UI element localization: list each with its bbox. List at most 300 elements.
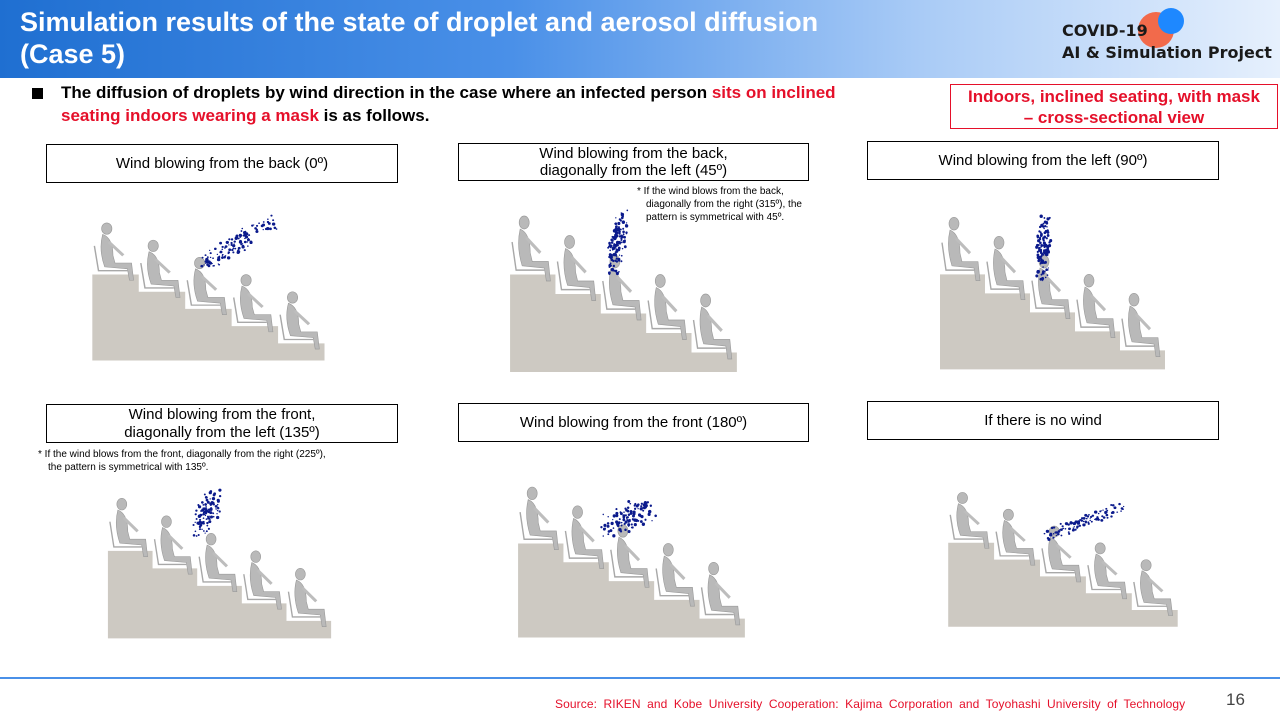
droplet: [240, 230, 242, 232]
droplet: [610, 246, 612, 248]
droplet: [617, 222, 620, 225]
droplet: [616, 255, 617, 257]
droplet: [1041, 254, 1043, 256]
droplet: [268, 222, 271, 225]
droplet-cloud: [600, 500, 657, 538]
droplet: [226, 241, 229, 244]
droplet-cloud: [200, 215, 277, 268]
droplet: [617, 525, 619, 527]
droplet: [623, 233, 625, 235]
droplet: [212, 512, 214, 514]
droplet: [244, 249, 246, 251]
droplet: [269, 228, 272, 231]
panel-label-line-1: If there is no wind: [984, 411, 1102, 429]
note-line: diagonally from the right (315º), the: [646, 199, 802, 210]
droplet: [624, 529, 626, 532]
simulation-svg: [930, 192, 1180, 382]
droplet: [622, 231, 625, 234]
droplet: [1085, 520, 1088, 522]
droplet: [642, 507, 644, 509]
droplet: [232, 248, 234, 250]
droplet: [615, 222, 617, 225]
droplet: [608, 271, 611, 274]
droplet: [624, 523, 626, 525]
seated-person: [512, 216, 550, 281]
droplet: [648, 510, 651, 514]
droplet: [613, 527, 615, 529]
droplet: [1043, 228, 1045, 230]
droplet: [208, 528, 210, 530]
droplet: [1047, 245, 1050, 248]
droplet: [637, 520, 639, 522]
footer-divider: [0, 677, 1280, 679]
panel-label-0deg: [46, 144, 398, 183]
droplet: [219, 510, 221, 512]
panel-label-line-1: Wind blowing from the front,: [128, 405, 316, 423]
droplet: [605, 528, 606, 529]
droplet: [623, 511, 625, 513]
droplet: [603, 514, 604, 516]
droplet: [206, 499, 209, 502]
droplet: [624, 245, 627, 248]
droplet: [633, 518, 636, 521]
droplet: [202, 507, 204, 509]
seated-person: [244, 551, 282, 609]
panel-label-90deg: [867, 141, 1219, 180]
seated-person: [155, 516, 193, 574]
droplet: [1110, 504, 1112, 506]
droplet: [210, 498, 211, 499]
droplet: [1062, 525, 1064, 527]
droplet: [210, 490, 213, 492]
droplet: [618, 226, 620, 228]
droplet: [205, 511, 207, 513]
droplet: [1074, 526, 1075, 527]
droplet: [633, 510, 636, 513]
droplet: [607, 525, 609, 527]
droplet: [1120, 510, 1122, 511]
droplet: [637, 503, 639, 506]
droplet: [207, 516, 209, 518]
droplet: [627, 506, 629, 509]
sim-image-no-wind: [938, 470, 1193, 638]
droplet: [200, 265, 203, 268]
droplet: [239, 234, 242, 237]
droplet: [1083, 517, 1086, 520]
droplet: [1084, 514, 1087, 517]
droplet: [608, 256, 610, 258]
droplet: [620, 219, 622, 221]
droplet: [205, 254, 207, 256]
droplet: [615, 512, 618, 515]
droplet: [1105, 513, 1107, 515]
sim-image-90deg: [930, 192, 1180, 382]
droplet: [203, 264, 204, 265]
droplet: [1036, 235, 1039, 238]
seated-person: [1122, 293, 1160, 356]
droplet: [607, 533, 609, 535]
droplet: [1091, 521, 1093, 523]
droplet: [220, 251, 223, 254]
droplet: [621, 522, 623, 524]
droplet: [209, 250, 210, 251]
droplet: [654, 514, 657, 517]
droplet: [625, 231, 627, 233]
droplet: [195, 509, 197, 511]
droplet: [1038, 257, 1039, 258]
seated-person: [94, 223, 133, 280]
sim-image-180deg: [508, 462, 760, 650]
droplet: [241, 245, 244, 248]
droplet: [202, 504, 204, 506]
title-line-2: (Case 5): [20, 39, 126, 69]
droplet: [249, 241, 252, 244]
droplet: [1065, 528, 1067, 530]
droplet: [626, 222, 627, 223]
droplet: [618, 232, 620, 234]
panel-label-line-1: Wind blowing from the back (0º): [115, 154, 329, 172]
droplet: [1122, 508, 1124, 510]
seated-person: [611, 525, 649, 588]
droplet: [1057, 533, 1060, 535]
droplet: [221, 246, 223, 248]
droplet: [215, 505, 218, 508]
droplet: [1042, 237, 1045, 240]
droplet: [208, 520, 211, 523]
droplet: [1068, 527, 1071, 530]
droplet: [641, 515, 644, 518]
droplet: [615, 251, 616, 253]
seated-person: [1077, 274, 1115, 337]
droplet: [1047, 234, 1050, 237]
droplet: [617, 241, 619, 243]
droplet: [612, 236, 614, 238]
droplet: [1047, 274, 1049, 276]
droplet: [216, 513, 217, 514]
droplet: [210, 515, 213, 518]
droplet: [612, 256, 613, 257]
droplet: [1039, 237, 1041, 239]
droplet: [630, 512, 633, 515]
droplet: [228, 251, 230, 253]
droplet: [1056, 535, 1058, 536]
droplet: [603, 535, 604, 537]
project-logo: [1060, 6, 1275, 68]
droplet: [234, 241, 236, 243]
page-title: [20, 6, 1020, 70]
droplet: [611, 241, 613, 244]
droplet: [1044, 271, 1046, 273]
seated-person: [702, 562, 740, 625]
droplet: [217, 258, 220, 261]
droplet: [208, 516, 209, 517]
droplet: [607, 516, 608, 517]
droplet: [631, 523, 633, 525]
droplet: [234, 248, 236, 250]
droplet: [1116, 511, 1118, 512]
droplet: [620, 242, 622, 244]
droplet: [634, 523, 637, 526]
logo-line-1: COVID-19: [1062, 21, 1148, 40]
droplet: [1113, 506, 1116, 509]
droplet: [270, 215, 272, 217]
droplet: [1100, 519, 1103, 522]
seated-person: [1032, 255, 1070, 318]
sim-image-45deg: [500, 190, 752, 385]
seated-person: [950, 492, 989, 548]
droplet: [213, 494, 216, 497]
droplet: [1037, 270, 1040, 273]
seated-person: [557, 236, 595, 301]
droplet: [254, 227, 257, 229]
logo-text: [1062, 20, 1272, 64]
seated-person: [942, 217, 980, 280]
droplet: [634, 504, 636, 506]
droplet: [1044, 225, 1045, 226]
droplet: [628, 519, 631, 522]
droplet: [206, 525, 208, 527]
droplet: [1086, 518, 1088, 520]
droplet: [1047, 218, 1049, 221]
droplet-cloud: [1044, 503, 1125, 541]
droplet: [206, 497, 208, 499]
seated-person: [187, 257, 226, 314]
droplet: [267, 218, 269, 219]
droplet: [1079, 525, 1082, 527]
droplet: [1041, 277, 1044, 280]
droplet: [201, 529, 202, 530]
simulation-svg: [500, 190, 752, 385]
droplet: [1123, 506, 1124, 507]
droplet: [219, 495, 221, 497]
droplet: [258, 222, 260, 224]
droplet: [235, 236, 238, 239]
droplet: [645, 504, 648, 507]
droplet: [276, 228, 278, 230]
droplet-cloud: [192, 489, 221, 537]
droplet: [631, 527, 633, 529]
droplet: [1044, 221, 1047, 224]
droplet: [607, 247, 609, 249]
intro-text-a: The diffusion of droplets by wind direction in the case where an infected person: [61, 83, 712, 102]
droplet: [209, 502, 212, 505]
droplet: [242, 243, 243, 244]
droplet: [1040, 214, 1043, 218]
droplet: [1044, 217, 1046, 219]
droplet: [622, 248, 623, 250]
droplet: [1042, 266, 1044, 268]
logo-line-2: AI & Simulation Project: [1062, 43, 1272, 62]
droplet: [1090, 516, 1092, 518]
droplet: [625, 224, 628, 228]
droplet: [1041, 259, 1044, 262]
droplet: [1110, 515, 1112, 517]
droplet: [1068, 533, 1070, 535]
panel-label-line-1: Wind blowing from the back,: [539, 145, 728, 162]
droplet: [1053, 533, 1055, 535]
droplet: [1046, 530, 1049, 533]
droplet: [211, 263, 212, 264]
droplet: [212, 257, 214, 259]
seated-person: [280, 292, 319, 349]
droplet: [206, 522, 208, 524]
droplet: [1046, 255, 1047, 256]
droplet: [195, 513, 197, 515]
droplet: [201, 501, 204, 504]
droplet: [197, 522, 198, 523]
droplet: [1048, 241, 1050, 243]
droplet: [624, 508, 626, 510]
droplet: [213, 503, 215, 505]
droplet: [210, 257, 211, 258]
droplet: [195, 530, 197, 532]
droplet: [202, 257, 204, 259]
droplet: [245, 231, 247, 232]
droplet: [219, 242, 222, 245]
droplet: [1101, 510, 1102, 511]
droplet: [247, 245, 249, 246]
droplet: [1073, 527, 1075, 529]
droplet: [1040, 233, 1043, 236]
droplet: [612, 534, 615, 537]
panel-label-135deg: [46, 404, 398, 443]
droplet: [617, 248, 620, 251]
droplet: [610, 238, 612, 241]
droplet: [1055, 531, 1058, 534]
note-135deg: [38, 448, 408, 474]
droplet: [1105, 508, 1107, 510]
droplet: [208, 265, 211, 268]
droplet: [1043, 223, 1045, 225]
panel-label-line-1: Wind blowing from the left (90º): [938, 151, 1148, 169]
droplet: [228, 244, 229, 245]
intro-text-highlight: sits on inclined seating indoors wearing a mask: [61, 83, 836, 125]
panel-label-45deg: [458, 143, 809, 181]
droplet: [642, 510, 644, 512]
droplet: [1049, 534, 1052, 537]
panel-label-line-1: Wind blowing from the front (180º): [519, 413, 748, 431]
square-bullet-icon: [32, 88, 43, 99]
droplet: [199, 519, 201, 521]
droplet: [247, 241, 248, 242]
droplet: [200, 514, 202, 516]
droplet: [614, 260, 616, 262]
droplet: [241, 228, 243, 230]
source-credit: Source: RIKEN and Kobe University Cooperation: Kajima Corporation and Toyohashi University of Technology: [555, 697, 1186, 711]
droplet: [209, 508, 212, 511]
droplet: [263, 221, 265, 223]
droplet: [613, 243, 615, 245]
droplet: [1045, 268, 1048, 271]
droplet: [621, 212, 622, 213]
droplet: [1098, 519, 1100, 521]
droplet: [623, 516, 626, 519]
panel-label-180deg: [458, 403, 809, 442]
droplet: [1076, 527, 1078, 529]
droplet: [621, 525, 623, 527]
droplet: [1046, 226, 1047, 227]
droplet: [196, 535, 198, 537]
droplet: [1102, 509, 1103, 510]
droplet: [213, 265, 215, 267]
droplet: [1043, 262, 1045, 264]
droplet: [611, 258, 614, 261]
droplet: [1094, 511, 1097, 514]
seated-person: [694, 294, 732, 359]
droplet: [221, 257, 224, 259]
droplet: [204, 503, 207, 506]
droplet: [613, 265, 615, 267]
droplet: [614, 234, 617, 237]
droplet: [612, 245, 613, 247]
droplet: [611, 269, 613, 271]
droplet: [1060, 523, 1062, 525]
droplet: [198, 534, 200, 536]
droplet: [218, 263, 219, 264]
simulation-svg: [508, 462, 760, 650]
droplet: [610, 530, 612, 532]
droplet: [193, 534, 196, 536]
droplet: [203, 521, 205, 523]
droplet: [231, 249, 233, 251]
droplet: [237, 251, 240, 254]
droplet: [622, 220, 625, 224]
page-number: 16: [1226, 690, 1245, 709]
simulation-svg: [98, 475, 346, 650]
droplet: [228, 248, 231, 251]
droplet: [204, 493, 206, 495]
intro-text-b: is as follows.: [318, 106, 430, 125]
droplet: [206, 518, 208, 520]
droplet: [1036, 244, 1039, 247]
seated-person: [996, 509, 1035, 565]
droplet: [611, 522, 614, 525]
panel-label-line-2: diagonally from the left (45º): [539, 162, 728, 179]
droplet: [213, 516, 215, 518]
droplet: [205, 533, 206, 534]
droplet: [245, 235, 248, 238]
sim-image-0deg: [82, 200, 340, 372]
droplet: [1047, 537, 1050, 539]
droplet: [622, 228, 624, 230]
droplet: [623, 236, 625, 239]
droplet: [192, 524, 194, 526]
droplet: [620, 240, 621, 241]
droplet: [210, 252, 212, 254]
droplet: [1083, 521, 1085, 522]
droplet: [628, 530, 631, 533]
droplet: [272, 219, 274, 221]
droplet: [612, 519, 613, 520]
seated-person: [1088, 543, 1127, 599]
droplet: [623, 240, 626, 243]
droplet: [626, 209, 628, 211]
droplet: [215, 508, 216, 509]
droplet: [217, 510, 219, 511]
droplet: [619, 518, 621, 520]
droplet: [1043, 242, 1046, 245]
droplet: [644, 519, 646, 521]
droplet: [203, 517, 205, 519]
seated-person: [656, 543, 694, 606]
droplet: [641, 503, 643, 505]
note-line: pattern is symmetrical with 45º.: [646, 212, 785, 223]
seated-person: [141, 240, 180, 297]
droplet: [619, 254, 620, 255]
droplet: [217, 504, 219, 505]
droplet: [629, 503, 631, 505]
droplet: [266, 227, 269, 230]
